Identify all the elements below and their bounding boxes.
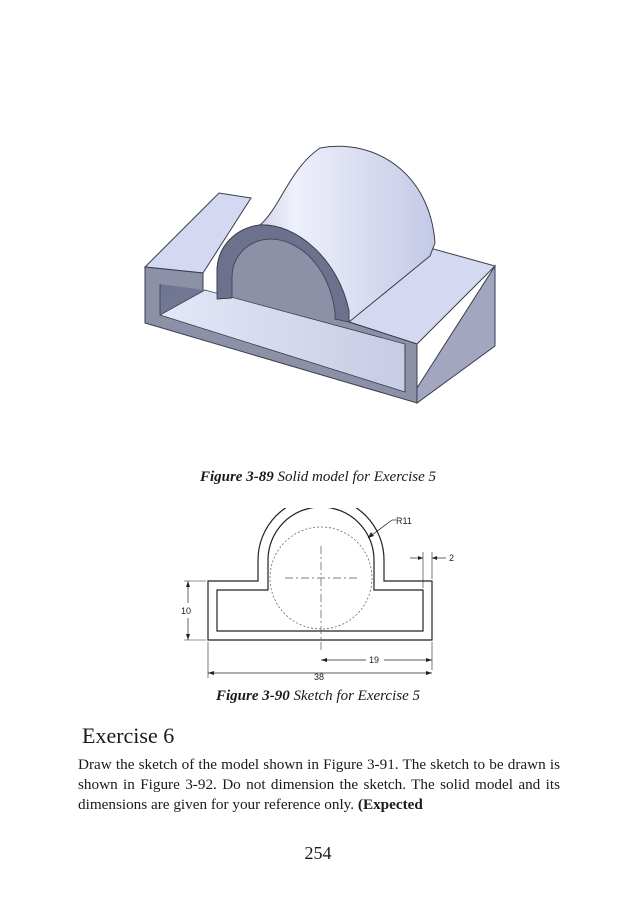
figure-3-90-label: Figure 3-90 xyxy=(216,688,290,704)
dim-half-width: 19 xyxy=(369,655,380,665)
figure-3-89-caption xyxy=(0,469,636,486)
solid-model-figure xyxy=(130,128,510,428)
outer-profile xyxy=(208,508,432,640)
exercise-paragraph xyxy=(78,755,560,815)
dim-height: 10 xyxy=(181,606,192,616)
page-number: 254 xyxy=(304,843,332,863)
sketch-figure xyxy=(170,508,470,683)
dim-radius: R11 xyxy=(396,516,412,526)
figure-3-89-text: Solid model for Exercise 5 xyxy=(277,469,437,485)
inner-profile xyxy=(217,508,423,631)
exercise-body: Draw the sketch of the model shown in Figure 3-91. The sketch to be drawn is shown in Figure 3-92. Do not dimension the sketch. The solid model and its dimensions are given for your reference only. xyxy=(78,756,560,813)
figure-3-89-label: Figure 3-89 xyxy=(199,469,274,485)
figure-3-90-caption xyxy=(0,688,636,705)
dim-width: 38 xyxy=(314,672,325,682)
exercise-body-bold: (Expected xyxy=(357,796,423,813)
dim-wall: 2 xyxy=(449,553,455,563)
exercise-heading: Exercise 6 xyxy=(82,723,175,748)
figure-3-90-text: Sketch for Exercise 5 xyxy=(293,688,420,704)
